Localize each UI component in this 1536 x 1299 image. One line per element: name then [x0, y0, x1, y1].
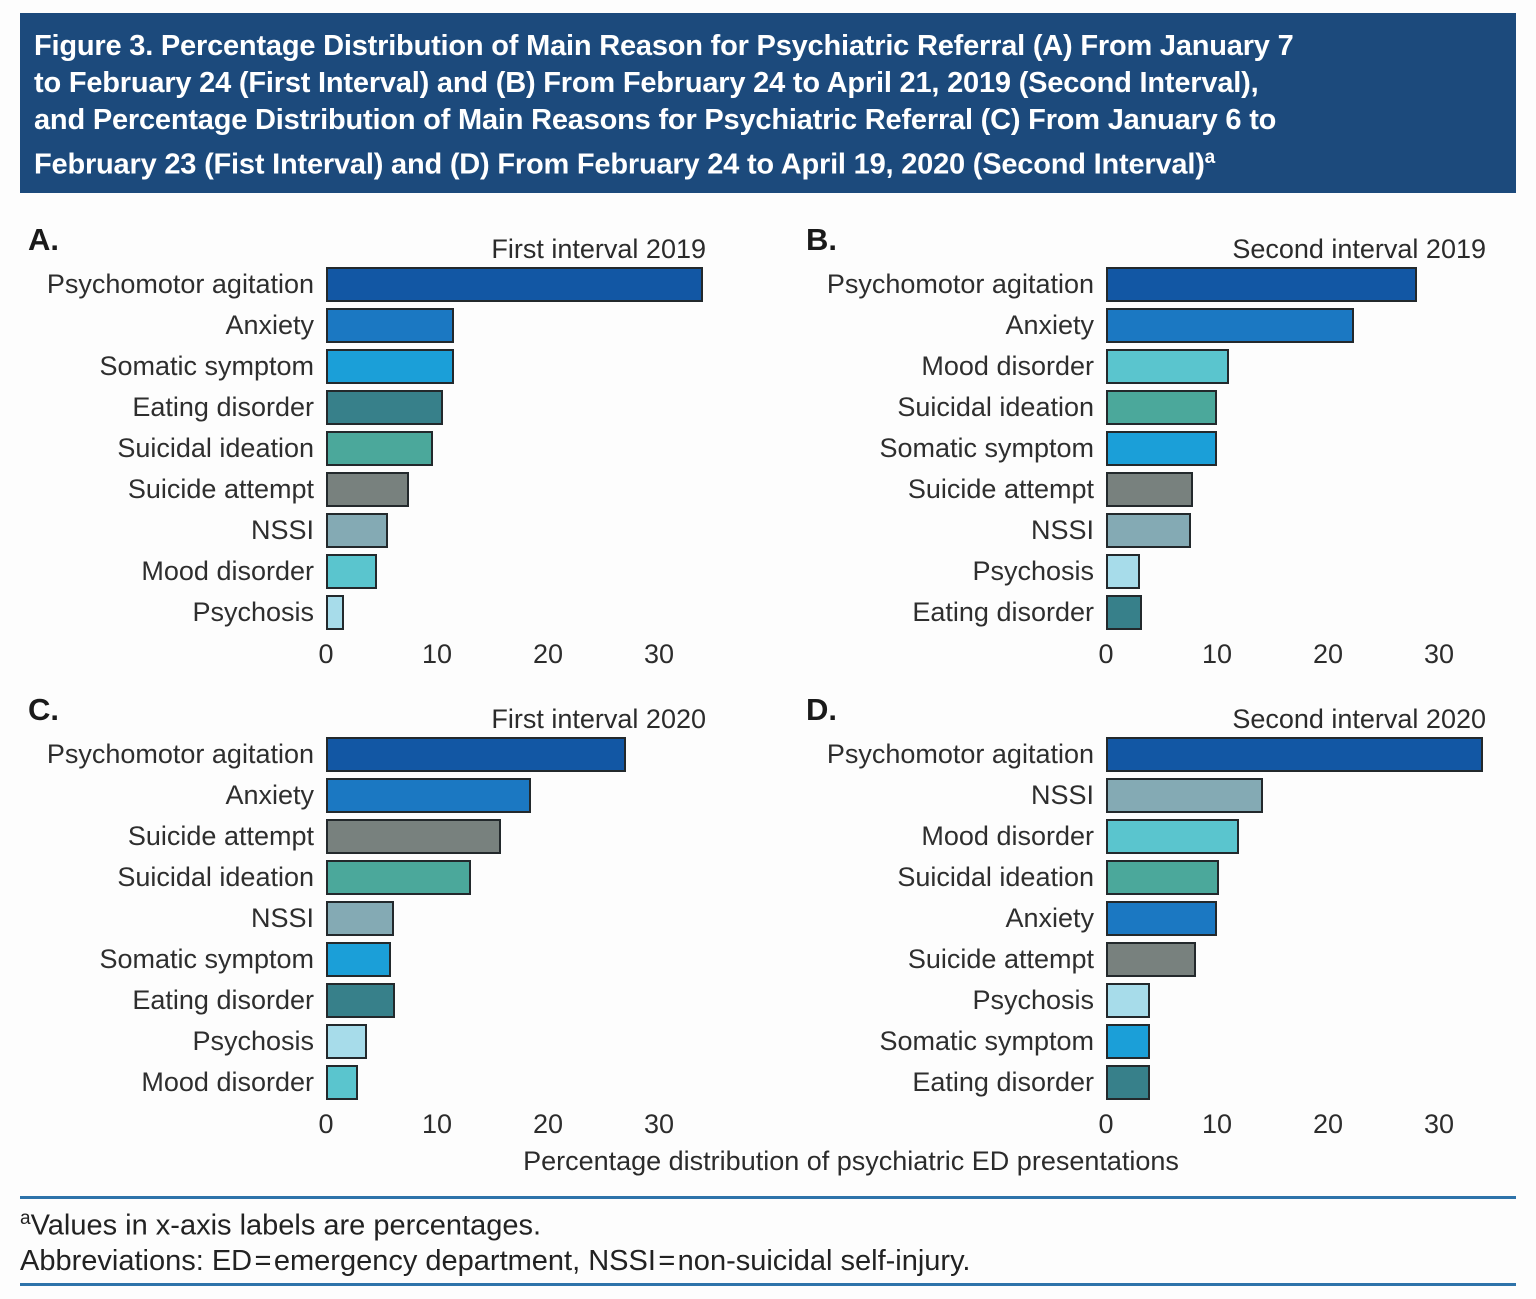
bar-row	[20, 346, 760, 387]
category-label: Suicide attempt	[907, 944, 1094, 974]
bar-row	[790, 980, 1530, 1021]
bar	[326, 390, 443, 425]
x-tick-label: 10	[421, 639, 453, 669]
category-label: Mood disorder	[921, 821, 1094, 851]
bar	[1106, 1065, 1150, 1100]
bar-row	[20, 816, 760, 857]
x-tick-label: 20	[1312, 639, 1344, 669]
x-axis-label: Percentage distribution of psychiatric ED presentations	[523, 1146, 1179, 1176]
chart-title: First interval 2019	[491, 234, 706, 264]
x-tick-label: 0	[318, 1109, 334, 1139]
category-label: Suicidal ideation	[897, 862, 1094, 892]
x-axis-ticks	[790, 1105, 1530, 1139]
x-tick-label: 20	[532, 639, 564, 669]
chart-rows	[790, 734, 1530, 1103]
bar-row	[790, 305, 1530, 346]
category-label: Anxiety	[1005, 310, 1094, 340]
bar	[1106, 819, 1239, 854]
bar	[1106, 595, 1142, 630]
category-label: Somatic symptom	[879, 433, 1094, 463]
bar-row	[790, 898, 1530, 939]
footnote-values	[20, 1208, 541, 1243]
bar	[326, 349, 454, 384]
category-label: Mood disorder	[921, 351, 1094, 381]
divider-rule-bottom	[20, 1283, 1516, 1286]
footnote-marker: a	[20, 1208, 31, 1229]
chart-title: Second interval 2019	[1232, 234, 1486, 264]
bar	[326, 595, 344, 630]
category-label: Eating disorder	[912, 597, 1094, 627]
bar-row	[790, 469, 1530, 510]
bar	[1106, 554, 1140, 589]
x-tick-label: 30	[643, 1109, 675, 1139]
chart-title: Second interval 2020	[1232, 704, 1486, 734]
bar	[326, 1065, 358, 1100]
bar	[326, 901, 394, 936]
x-tick-label: 30	[1423, 1109, 1455, 1139]
category-label: Psychomotor agitation	[46, 739, 314, 769]
bar-chart-panel-d	[790, 688, 1530, 1140]
category-label: Psychosis	[192, 1026, 314, 1056]
panel-letter: C.	[28, 692, 59, 727]
bar-row	[20, 469, 760, 510]
bar	[326, 942, 391, 977]
bar-row	[20, 734, 760, 775]
bar	[1106, 1024, 1150, 1059]
footnote-abbreviations: Abbreviations: ED = emergency department, NSSI = non-suicidal self-injury.	[20, 1245, 971, 1277]
panel-letter: B.	[806, 222, 837, 257]
bar	[326, 778, 531, 813]
category-label: Psychomotor agitation	[826, 739, 1094, 769]
bar	[326, 737, 626, 772]
bar-row	[790, 734, 1530, 775]
bar	[326, 472, 409, 507]
bar-row	[790, 816, 1530, 857]
category-label: Psychosis	[972, 556, 1094, 586]
panel-letter: D.	[806, 692, 837, 727]
bar	[1106, 513, 1191, 548]
bar-row	[790, 939, 1530, 980]
category-label: Somatic symptom	[879, 1026, 1094, 1056]
x-axis-ticks	[20, 1105, 760, 1139]
bar-row	[20, 428, 760, 469]
bar	[326, 267, 703, 302]
bar	[326, 554, 377, 589]
category-label: Suicide attempt	[127, 474, 314, 504]
category-label: Suicide attempt	[127, 821, 314, 851]
bar-chart-panel-a	[20, 218, 760, 670]
bar-row	[790, 1062, 1530, 1103]
category-label: Anxiety	[1005, 903, 1094, 933]
category-label: Mood disorder	[141, 1067, 314, 1097]
bar	[326, 431, 433, 466]
category-label: Anxiety	[225, 780, 314, 810]
category-label: Suicidal ideation	[897, 392, 1094, 422]
x-axis-ticks	[20, 635, 760, 669]
x-tick-label: 10	[1201, 639, 1233, 669]
bar-row	[20, 1062, 760, 1103]
figure-title-line: and Percentage Distribution of Main Reasons for Psychiatric Referral (C) From January 6 to	[34, 104, 1277, 136]
bar-row	[20, 939, 760, 980]
bar-row	[790, 510, 1530, 551]
chart-rows	[20, 264, 760, 633]
x-tick-label: 10	[421, 1109, 453, 1139]
divider-rule-top	[20, 1196, 1516, 1199]
bar	[1106, 390, 1217, 425]
bar-chart-panel-c	[20, 688, 760, 1140]
bar	[326, 513, 388, 548]
bar-row	[20, 305, 760, 346]
bar	[1106, 737, 1483, 772]
figure-title-line: Figure 3. Percentage Distribution of Main Reason for Psychiatric Referral (A) From January 7	[34, 30, 1294, 62]
bar-row	[790, 551, 1530, 592]
bar	[1106, 431, 1217, 466]
bar	[326, 819, 501, 854]
x-tick-label: 10	[1201, 1109, 1233, 1139]
bar-row	[20, 551, 760, 592]
x-tick-label: 0	[1098, 1109, 1114, 1139]
category-label: Suicidal ideation	[117, 433, 314, 463]
bar	[1106, 860, 1219, 895]
bar	[1106, 308, 1354, 343]
category-label: Eating disorder	[132, 392, 314, 422]
chart-rows	[790, 264, 1530, 633]
chart-rows	[20, 734, 760, 1103]
bar-row	[790, 264, 1530, 305]
category-label: Psychomotor agitation	[826, 269, 1094, 299]
bar	[326, 1024, 367, 1059]
category-label: Psychomotor agitation	[46, 269, 314, 299]
bar	[1106, 983, 1150, 1018]
category-label: Mood disorder	[141, 556, 314, 586]
bar	[326, 983, 395, 1018]
category-label: NSSI	[1030, 515, 1094, 545]
category-label: Psychosis	[972, 985, 1094, 1015]
bar	[1106, 942, 1196, 977]
panel-letter: A.	[28, 222, 59, 257]
title-footnote-marker: a	[1204, 147, 1216, 168]
x-tick-label: 30	[1423, 639, 1455, 669]
figure-title-banner	[20, 13, 1516, 193]
figure-title-text: February 23 (Fist Interval) and (D) From February 24 to April 19, 2020 (Second Interval)	[34, 148, 1205, 181]
footnote-values-text: Values in x-axis labels are percentages.	[30, 1209, 542, 1242]
bar	[1106, 349, 1229, 384]
chart-title: First interval 2020	[491, 704, 706, 734]
category-label: Somatic symptom	[99, 351, 314, 381]
bar	[1106, 267, 1417, 302]
category-label: Eating disorder	[132, 985, 314, 1015]
bar-row	[20, 592, 760, 633]
bar-row	[20, 857, 760, 898]
bar-row	[20, 898, 760, 939]
category-label: Eating disorder	[912, 1067, 1094, 1097]
bar-chart-panel-b	[790, 218, 1530, 670]
x-axis-ticks	[790, 635, 1530, 669]
bar-row	[20, 980, 760, 1021]
category-label: Suicide attempt	[907, 474, 1094, 504]
x-tick-label: 20	[532, 1109, 564, 1139]
bar-row	[790, 387, 1530, 428]
bar	[326, 308, 454, 343]
category-label: Somatic symptom	[99, 944, 314, 974]
figure-title-line: to February 24 (First Interval) and (B) From February 24 to April 21, 2019 (Second Interval),	[34, 67, 1259, 99]
bar-row	[790, 428, 1530, 469]
bar-row	[20, 264, 760, 305]
bar-row	[20, 510, 760, 551]
bar-row	[20, 387, 760, 428]
figure-title-line	[34, 139, 1502, 184]
x-tick-label: 30	[643, 639, 675, 669]
category-label: NSSI	[250, 515, 314, 545]
bar-row	[790, 346, 1530, 387]
bar-row	[20, 775, 760, 816]
bar	[326, 860, 471, 895]
bar	[1106, 778, 1263, 813]
x-tick-label: 0	[318, 639, 334, 669]
category-label: NSSI	[1030, 780, 1094, 810]
x-tick-label: 20	[1312, 1109, 1344, 1139]
category-label: Anxiety	[225, 310, 314, 340]
bar	[1106, 901, 1217, 936]
x-tick-label: 0	[1098, 639, 1114, 669]
category-label: Suicidal ideation	[117, 862, 314, 892]
bar-row	[790, 857, 1530, 898]
bar-row	[790, 592, 1530, 633]
bar-row	[790, 1021, 1530, 1062]
bar	[1106, 472, 1193, 507]
category-label: NSSI	[250, 903, 314, 933]
bar-row	[20, 1021, 760, 1062]
category-label: Psychosis	[192, 597, 314, 627]
bar-row	[790, 775, 1530, 816]
